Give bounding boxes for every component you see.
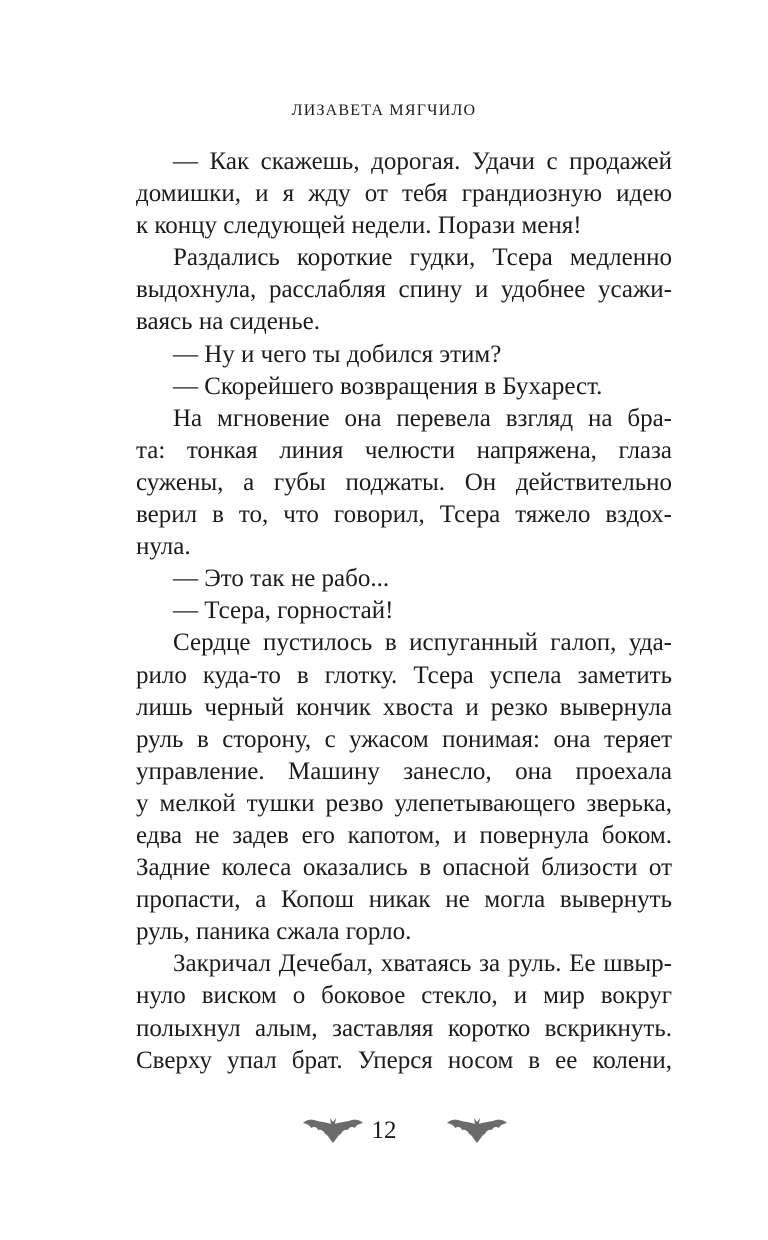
text-line: руль, паника сжала горло. (136, 918, 412, 946)
text-line: сужены, а губы поджаты. Он действительно (136, 468, 672, 496)
text-line: Задние колеса оказались в опасной близости от (136, 854, 672, 882)
text-line: управление. Машину занесло, она проехала (136, 757, 672, 785)
text-line: у мелкой тушки резво улепетывающего зверька, (136, 789, 672, 817)
running-head: ЛИЗАВЕТА МЯГЧИЛО (291, 102, 477, 119)
text-line: ваясь на сиденье. (136, 308, 320, 336)
text-line: выдохнула, расслабляя спину и удобнее усажи- (136, 276, 672, 304)
text-line: руль в сторону, с ужасом понимая: она теряет (136, 725, 672, 753)
page-number: 12 (371, 1117, 397, 1144)
text-line: — Тсера, горностай! (173, 597, 394, 625)
text-line: — Это так не рабо... (173, 565, 390, 593)
text-line: Закричал Дечебал, хватаясь за руль. Ее швыр- (173, 950, 672, 978)
page-footer (0, 1110, 768, 1150)
bat-icon (302, 1114, 364, 1148)
text-line: верил в то, что говорил, Тсера тяжело вздох- (136, 501, 672, 529)
text-line: — Как скажешь, дорогая. Удачи с продажей (173, 148, 672, 175)
text-line: Сердце пустилось в испуганный галоп, уда- (173, 629, 672, 657)
body-text (136, 146, 672, 1077)
text-line: едва не задев его капотом, и повернула боком. (136, 821, 672, 849)
text-line: лишь черный кончик хвоста и резко вывернула (136, 693, 672, 721)
text-line: Сверху упал брат. Уперся носом в ее колени, (136, 1046, 672, 1074)
text-line: рило куда-то в глотку. Тсера успела заметить (136, 661, 672, 689)
text-line: полыхнул алым, заставляя коротко вскрикнуть. (136, 1014, 672, 1042)
text-line: нула. (136, 533, 191, 561)
text-line: к концу следующей недели. Порази меня! (136, 212, 582, 240)
text-line: — Скорейшего возвращения в Бухарест. (173, 372, 603, 400)
text-line: та: тонкая линия челюсти напряжена, глаза (136, 436, 672, 464)
text-line: На мгновение она перевела взгляд на бра- (173, 404, 672, 432)
text-line: нуло виском о боковое стекло, и мир вокруг (136, 982, 672, 1010)
bat-icon (446, 1114, 508, 1148)
text-line: домишки, и я жду от тебя грандиозную идею (136, 180, 672, 208)
text-line: пропасти, а Копош никак не могла вывернуть (136, 886, 672, 914)
text-line: Раздались короткие гудки, Тсера медленно (173, 244, 672, 272)
text-line: — Ну и чего ты добился этим? (173, 340, 502, 368)
